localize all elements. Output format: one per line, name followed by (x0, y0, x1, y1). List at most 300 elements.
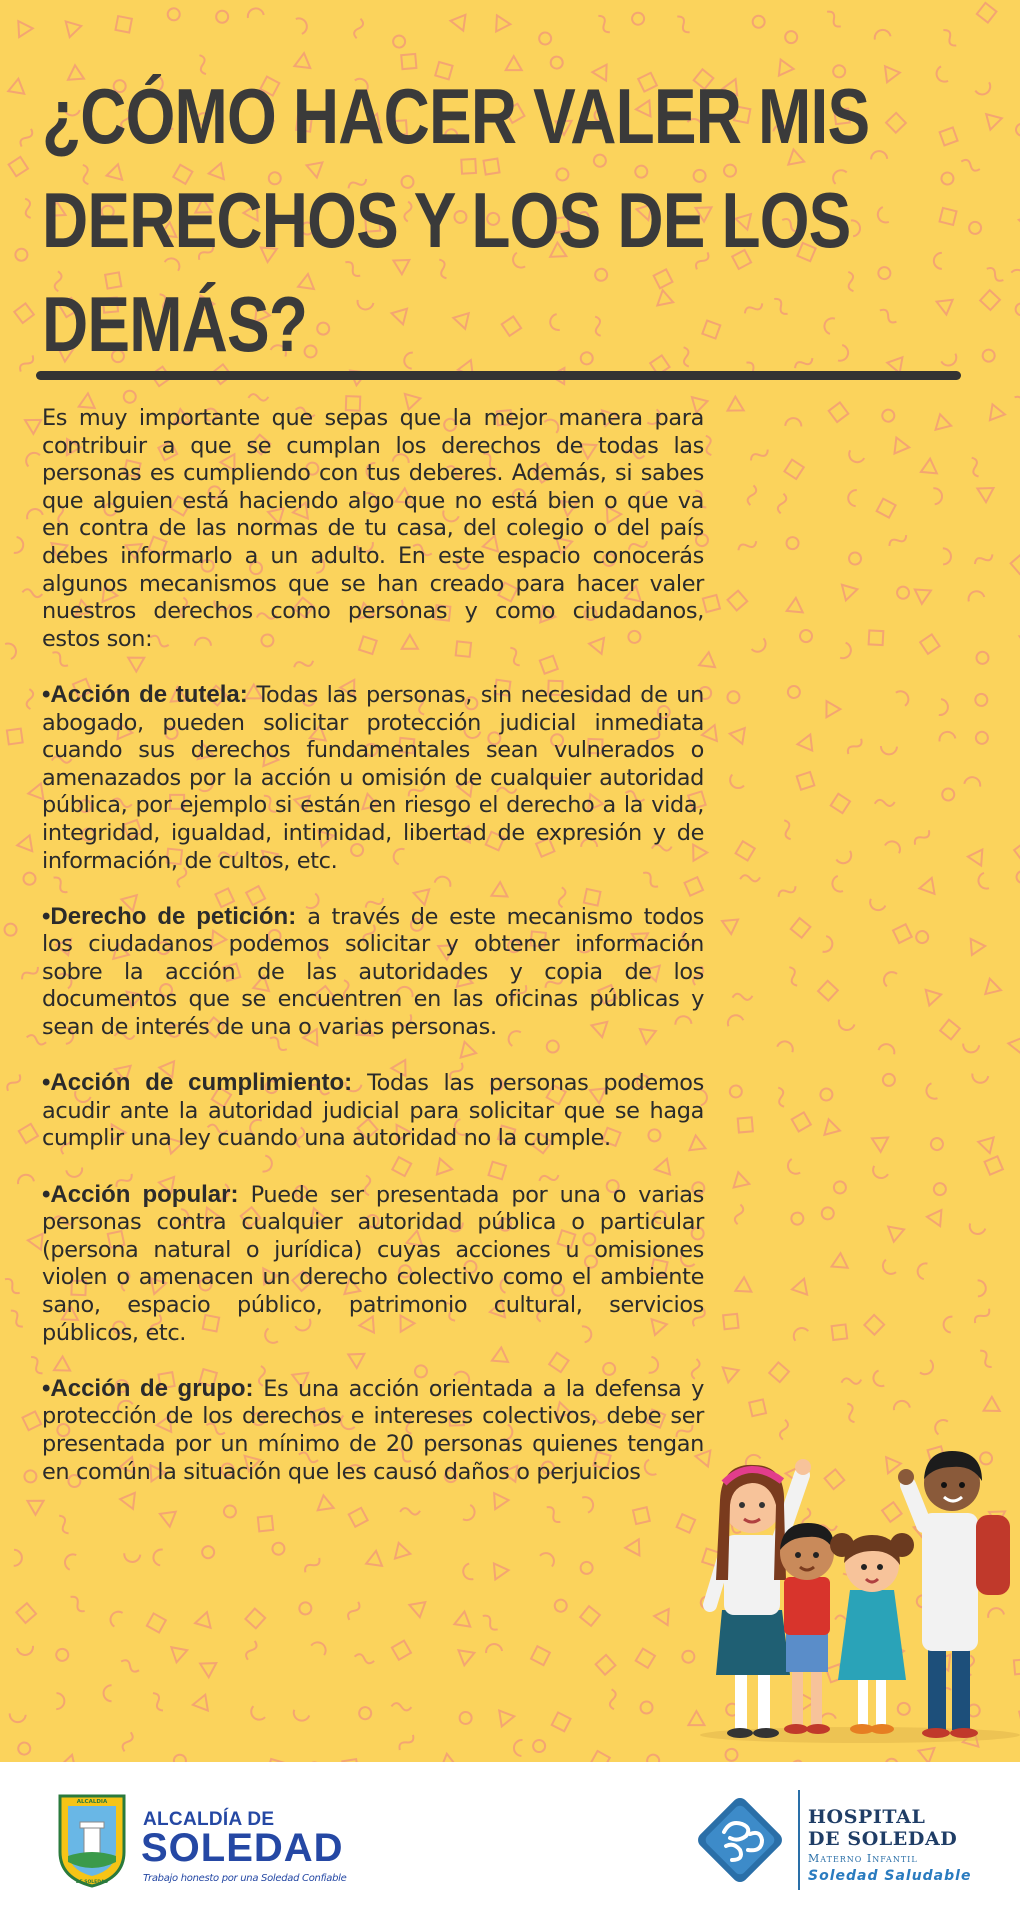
confetti-shape (943, 548, 951, 564)
confetti-shape (608, 1689, 617, 1710)
confetti-shape (1015, 869, 1020, 884)
boy-figure (898, 1451, 1010, 1738)
confetti-shape (27, 1232, 43, 1249)
confetti-shape (974, 730, 990, 746)
bullet-icon: • (42, 680, 51, 708)
confetti-shape (407, 1597, 426, 1617)
confetti-shape (636, 1649, 655, 1668)
confetti-shape (727, 1083, 744, 1100)
confetti-shape (823, 936, 834, 953)
confetti-shape (56, 1693, 64, 1709)
confetti-shape (864, 1315, 884, 1335)
confetti-shape (777, 1039, 795, 1052)
confetti-shape (964, 934, 985, 955)
confetti-shape (449, 13, 465, 31)
confetti-shape (728, 726, 744, 744)
confetti-shape (939, 170, 956, 187)
confetti-shape (916, 1262, 927, 1279)
confetti-shape (787, 598, 808, 619)
confetti-shape (747, 485, 757, 506)
mechanism-text: Es una acción orientada a la defensa y protección de los derechos e intereses colectivos, debe ser presentada por un mínimo de 20 personas quienes tengan en común la situación que les causó daños o perjuicios (42, 1375, 704, 1485)
confetti-shape (933, 1182, 948, 1197)
confetti-shape (924, 1083, 937, 1101)
alcaldia-shield-icon (56, 1790, 128, 1890)
confetti-shape (915, 930, 929, 944)
confetti-shape (888, 532, 909, 549)
confetti-shape (4, 923, 18, 937)
confetti-shape (725, 1013, 743, 1026)
confetti-shape (971, 1074, 988, 1084)
confetti-shape (933, 488, 942, 505)
confetti-shape (14, 537, 25, 554)
confetti-shape (845, 271, 857, 292)
confetti-shape (775, 1087, 788, 1108)
mechanism-item (42, 1069, 704, 1153)
confetti-shape (960, 158, 981, 172)
confetti-shape (391, 1703, 411, 1711)
confetti-shape (5, 1072, 22, 1092)
mechanism-text: Todas las personas podemos acudir ante la autoridad judicial para solicitar que se haga cumplir una ley cuando una autoridad no la cumple. (42, 1070, 704, 1152)
confetti-shape (980, 290, 1000, 310)
confetti-shape (920, 1360, 936, 1377)
confetti-shape (392, 35, 405, 48)
confetti-shape (193, 1695, 214, 1716)
confetti-shape (791, 1325, 809, 1341)
confetti-shape (147, 1613, 166, 1632)
confetti-shape (789, 1210, 806, 1227)
confetti-shape (531, 1646, 550, 1665)
intro-paragraph: Es muy importante que sepas que la mejor manera para contribuir a que se cumplan los derechos de todas las personas es cumpliendo con tus deberes. Además, si sabes que alguien está haciendo algo que no está bien o que va en contra de las normas de tu casa, del colegio o del país debes informarlo a un adulto. En este espacio conocerás algunos mecanismos que se han creado para hacer valer nuestros derechos como personas y como ciudadanos, estos son: (42, 405, 704, 652)
mechanism-text: Puede ser presentada por una o varias personas contra cualquier autoridad pública o particular (persona natural o jurídica) cuyas acciones u omisiones violen o amenacen un derecho colectivo como el ambiente sano, espacio público, patrimonio cultural, servicios públicos, etc. (42, 1181, 704, 1346)
confetti-shape (940, 127, 958, 145)
confetti-shape (831, 794, 850, 813)
confetti-shape (938, 731, 955, 742)
confetti-shape (122, 389, 137, 404)
hospital-divider (798, 1790, 800, 1890)
confetti-shape (752, 16, 764, 28)
confetti-shape (777, 493, 787, 514)
confetti-shape (8, 79, 29, 100)
confetti-shape (976, 651, 990, 665)
confetti-shape (962, 1044, 979, 1054)
confetti-shape (513, 1739, 522, 1756)
mechanism-term: Acción de grupo: (50, 1374, 254, 1402)
hospital-name-line: HOSPITAL (808, 1806, 926, 1828)
confetti-shape (457, 1710, 474, 1727)
confetti-shape (9, 1713, 26, 1722)
confetti-shape (791, 918, 811, 938)
confetti-shape (21, 413, 41, 434)
confetti-shape (781, 819, 794, 840)
confetti-shape (974, 481, 994, 502)
confetti-shape (193, 1612, 210, 1631)
confetti-shape (5, 641, 18, 659)
mechanism-term: Acción popular: (50, 1180, 239, 1208)
confetti-shape (848, 490, 857, 507)
confetti-shape (104, 1685, 112, 1701)
confetti-shape (977, 1349, 994, 1369)
confetti-shape (26, 689, 34, 709)
confetti-shape (723, 1363, 742, 1383)
confetti-shape (591, 1751, 610, 1762)
confetti-shape (875, 207, 888, 225)
confetti-shape (829, 402, 849, 422)
confetti-shape (822, 316, 835, 334)
confetti-shape (728, 591, 748, 611)
confetti-shape (840, 643, 853, 661)
confetti-shape (258, 1516, 273, 1531)
confetti-shape (640, 1701, 652, 1713)
confetti-shape (873, 28, 890, 39)
confetti-shape (876, 265, 892, 281)
confetti-shape (245, 1640, 258, 1661)
confetti-shape (819, 1087, 834, 1102)
confetti-shape (792, 1112, 811, 1131)
confetti-shape (18, 20, 33, 37)
confetti-shape (439, 1753, 457, 1762)
confetti-shape (490, 12, 511, 32)
article-body (42, 405, 704, 1514)
confetti-shape (3, 1277, 22, 1296)
confetti-shape (738, 1117, 753, 1132)
confetti-shape (480, 1613, 500, 1632)
confetti-shape (1014, 842, 1020, 862)
confetti-shape (868, 899, 886, 913)
confetti-shape (9, 157, 28, 176)
confetti-shape (825, 9, 844, 28)
confetti-shape (539, 32, 552, 45)
confetti-shape (785, 418, 801, 427)
confetti-shape (927, 1210, 947, 1229)
hospital-logo-icon (690, 1790, 790, 1890)
confetti-shape (246, 7, 263, 18)
confetti-shape (21, 871, 37, 887)
confetti-shape (494, 1562, 509, 1579)
confetti-shape (248, 393, 268, 401)
confetti-shape (975, 82, 993, 97)
confetti-shape (303, 1555, 322, 1574)
confetti-shape (531, 1738, 547, 1754)
confetti-shape (832, 1324, 848, 1340)
confetti-shape (978, 1280, 986, 1296)
confetti-shape (851, 219, 861, 236)
title-line: DERECHOS Y LOS DE LOS (42, 176, 851, 264)
confetti-shape (941, 354, 959, 369)
confetti-shape (786, 966, 800, 987)
confetti-shape (60, 16, 81, 37)
confetti-shape (60, 1752, 79, 1762)
confetti-shape (55, 1647, 70, 1662)
confetti-shape (397, 1733, 415, 1753)
mechanism-term: Derecho de petición: (50, 902, 297, 930)
confetti-shape (346, 1600, 361, 1621)
confetti-shape (353, 18, 364, 39)
title-line: DEMÁS? (42, 280, 308, 368)
confetti-shape (819, 1119, 840, 1140)
confetti-shape (981, 348, 997, 364)
confetti-shape (878, 308, 898, 325)
confetti-shape (1011, 267, 1020, 284)
confetti-shape (968, 845, 989, 866)
confetti-shape (880, 408, 896, 424)
confetti-shape (171, 1643, 189, 1663)
confetti-shape (877, 499, 896, 518)
confetti-shape (879, 1042, 897, 1054)
confetti-shape (967, 589, 985, 601)
confetti-shape (17, 1741, 31, 1755)
mechanism-item (42, 1181, 704, 1348)
confetti-shape (830, 876, 843, 894)
confetti-shape (784, 460, 803, 479)
confetti-shape (895, 585, 911, 601)
confetti-shape (1008, 1032, 1020, 1053)
confetti-shape (836, 579, 857, 600)
confetti-shape (787, 685, 801, 699)
mechanism-item (42, 681, 704, 875)
confetti-shape (818, 981, 838, 1001)
confetti-shape (934, 66, 948, 84)
confetti-shape (18, 353, 35, 373)
confetti-shape (734, 1172, 752, 1191)
confetti-shape (871, 151, 887, 160)
confetti-shape (8, 1309, 26, 1329)
confetti-shape (17, 1173, 34, 1184)
confetti-shape (17, 1646, 34, 1656)
confetti-shape (152, 1548, 162, 1565)
confetti-shape (167, 8, 180, 21)
confetti-shape (820, 701, 841, 721)
confetti-shape (311, 1639, 329, 1655)
confetti-shape (200, 1544, 217, 1561)
confetti-shape (17, 835, 38, 856)
hospital-name-line: DE SOLEDAD (808, 1828, 958, 1850)
confetti-shape (915, 583, 935, 604)
confetti-shape (896, 688, 912, 706)
confetti-shape (985, 266, 1005, 283)
confetti-shape (1015, 123, 1020, 137)
hospital-tagline: Soledad Saludable (808, 1868, 972, 1884)
confetti-shape (150, 1691, 166, 1712)
confetti-shape (973, 1306, 992, 1325)
confetti-shape (940, 1020, 960, 1040)
confetti-shape (920, 634, 939, 653)
confetti-shape (985, 1156, 1003, 1174)
hospital-subtitle: Materno Infantil (808, 1852, 918, 1865)
confetti-shape (216, 10, 229, 23)
mechanism-term: Acción de tutela: (50, 680, 248, 708)
confetti-shape (14, 303, 34, 323)
confetti-shape (727, 775, 744, 792)
confetti-shape (722, 913, 743, 934)
confetti-shape (7, 729, 23, 745)
bullet-icon: • (42, 1069, 51, 1097)
confetti-shape (732, 992, 753, 1001)
footer (0, 1762, 1020, 1925)
confetti-shape (485, 1643, 502, 1653)
confetti-shape (893, 924, 912, 943)
boy-figure (780, 1523, 834, 1734)
confetti-shape (296, 16, 309, 34)
confetti-shape (874, 799, 895, 808)
confetti-shape (872, 1131, 892, 1152)
confetti-shape (19, 127, 35, 148)
confetti-shape (930, 1137, 944, 1151)
confetti-shape (454, 1610, 472, 1626)
confetti-shape (121, 1731, 134, 1752)
confetti-shape (115, 16, 131, 32)
confetti-shape (1011, 554, 1020, 574)
confetti-shape (752, 638, 769, 655)
confetti-shape (174, 1754, 186, 1762)
confetti-shape (941, 28, 959, 48)
shield-text-top: ALCALDIA (76, 1799, 108, 1805)
confetti-shape (886, 113, 906, 133)
confetti-shape (1012, 395, 1020, 413)
confetti-shape (552, 1712, 571, 1731)
confetti-shape (23, 450, 40, 467)
mechanism-text: a través de este mecanismo todos los ciudadanos podemos solicitar y obtener información sobre la acción de las autoridades y copia de los documentos que se encuentren en las oficinas públicas y sean de interés de una o varias personas. (42, 903, 704, 1041)
confetti-shape (986, 111, 1004, 130)
confetti-shape (879, 61, 900, 82)
confetti-shape (919, 875, 939, 894)
confetti-shape (978, 1137, 997, 1155)
confetti-shape (22, 1411, 41, 1430)
confetti-shape (366, 1550, 384, 1566)
confetti-shape (797, 772, 815, 790)
confetti-shape (964, 776, 981, 787)
confetti-shape (645, 1753, 661, 1762)
confetti-shape (871, 1371, 884, 1389)
confetti-shape (248, 1706, 265, 1723)
confetti-shape (499, 1708, 515, 1726)
bullet-icon: • (42, 1180, 51, 1208)
confetti-shape (56, 1514, 72, 1535)
confetti-shape (943, 1316, 953, 1333)
alcaldia-name: SOLEDAD (141, 1826, 344, 1870)
confetti-shape (968, 457, 981, 478)
confetti-shape (579, 1560, 594, 1575)
confetti-shape (723, 1746, 740, 1762)
confetti-shape (797, 731, 817, 750)
confetti-shape (16, 1603, 36, 1623)
title-divider (36, 371, 961, 380)
confetti-shape (553, 1598, 569, 1614)
confetti-shape (820, 1206, 836, 1222)
confetti-shape (728, 397, 748, 418)
confetti-shape (846, 736, 864, 756)
confetti-shape (735, 1277, 752, 1292)
shield-text-bottom: DE SOLEDAD (75, 1880, 109, 1885)
confetti-shape (913, 828, 932, 847)
confetti-shape (880, 1260, 896, 1277)
mechanism-item (42, 1375, 704, 1486)
confetti-shape (596, 1655, 616, 1675)
confetti-shape (580, 1606, 600, 1626)
confetti-shape (777, 883, 798, 900)
confetti-shape (769, 1362, 789, 1382)
confetti-shape (62, 1552, 76, 1570)
confetti-shape (973, 551, 994, 567)
confetti-shape (930, 414, 951, 435)
mechanism-item (42, 903, 704, 1042)
title-line: ¿CÓMO HACER VALER MIS (42, 72, 870, 160)
confetti-shape (889, 434, 909, 453)
confetti-shape (25, 507, 43, 519)
mechanism-term: Acción de cumplimiento: (50, 1069, 353, 1097)
confetti-shape (792, 1276, 812, 1294)
page-title (42, 64, 870, 376)
confetti-shape (24, 1470, 37, 1483)
confetti-shape (786, 536, 800, 550)
confetti-shape (675, 14, 693, 34)
confetti-shape (703, 595, 720, 612)
children-illustration (690, 1405, 1020, 1745)
confetti-shape (883, 1074, 895, 1086)
confetti-shape (977, 3, 997, 23)
confetti-shape (734, 1204, 744, 1225)
confetti-shape (940, 786, 957, 803)
confetti-shape (832, 1179, 849, 1196)
confetti-shape (832, 1253, 853, 1274)
confetti-shape (968, 1223, 986, 1236)
confetti-shape (934, 253, 942, 269)
confetti-shape (783, 29, 799, 45)
confetti-shape (245, 1609, 265, 1629)
confetti-shape (354, 1653, 375, 1664)
alcaldia-label: ALCALDÍA DE (143, 1809, 275, 1830)
confetti-shape (124, 1553, 141, 1562)
confetti-shape (883, 1220, 904, 1241)
confetti-shape (837, 1020, 855, 1033)
mechanism-text: Todas las personas, sin necesidad de un abogado, pueden solicitar protección judicial inmediata cuando sus derechos fundamentales sean vulnerados o amenazados por la acción u omisión de cualquier autoridad pública, por ejemplo si están en riesgo el derecho a la vida, integridad, igualdad, intimidad, libertad de expresión y de información, de cultos, etc. (42, 681, 704, 874)
confetti-shape (723, 1314, 738, 1329)
confetti-shape (19, 1124, 38, 1143)
confetti-shape (270, 1540, 287, 1557)
confetti-shape (14, 1550, 22, 1566)
confetti-shape (196, 1657, 216, 1678)
confetti-shape (20, 964, 40, 982)
confetti-shape (740, 874, 761, 883)
confetti-shape (1013, 301, 1020, 318)
confetti-shape (798, 628, 814, 644)
bullet-icon: • (42, 1374, 51, 1402)
confetti-shape (389, 1543, 410, 1564)
confetti-shape (120, 1658, 141, 1673)
confetti-shape (453, 1644, 474, 1665)
confetti-shape (881, 746, 897, 755)
confetti-shape (846, 450, 864, 465)
confetti-shape (68, 1594, 87, 1613)
alcaldia-slogan: Trabajo honesto por una Soledad Confiable (143, 1873, 347, 1884)
confetti-shape (297, 1600, 313, 1616)
confetti-shape (838, 345, 850, 363)
confetti-shape (933, 294, 952, 314)
confetti-shape (22, 198, 34, 219)
confetti-shape (967, 220, 984, 237)
confetti-shape (737, 538, 758, 553)
confetti-shape (15, 248, 28, 261)
confetti-shape (976, 873, 989, 891)
confetti-shape (540, 1550, 557, 1567)
confetti-shape (785, 1159, 800, 1177)
confetti-shape (736, 841, 755, 860)
confetti-shape (27, 783, 43, 801)
confetti-shape (984, 404, 1005, 425)
confetti-shape (926, 987, 943, 1006)
confetti-shape (725, 689, 742, 706)
confetti-shape (625, 1539, 646, 1559)
confetti-shape (848, 551, 862, 565)
